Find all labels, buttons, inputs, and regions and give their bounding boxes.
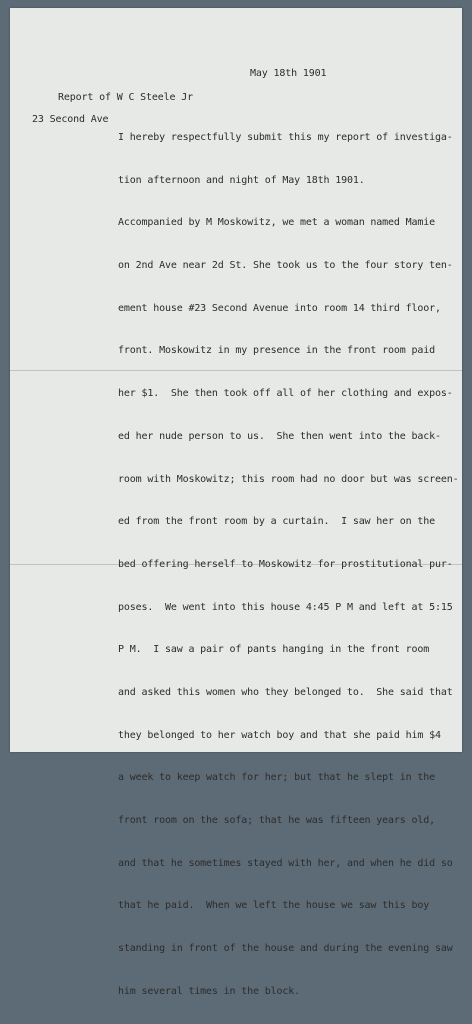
body-line: and that he sometimes stayed with her, and when he did so: [118, 857, 453, 869]
body-line: tion afternoon and night of May 18th 1901.: [118, 174, 365, 186]
body-line: front. Moskowitz in my presence in the front room paid: [118, 345, 436, 357]
body-line: they belonged to her watch boy and that she paid him $4: [118, 729, 441, 741]
body-line: room with Moskowitz; this room had no door but was screen-: [118, 473, 459, 485]
body-line: P M. I saw a pair of pants hanging in the front room: [118, 644, 430, 656]
report-body: [118, 106, 459, 1024]
body-line: her $1. She then took off all of her clothing and expos-: [118, 388, 453, 400]
body-line: I hereby respectfully submit this my report of investiga-: [118, 132, 453, 143]
body-line: ement house #23 Second Avenue into room 14 third floor,: [118, 302, 441, 314]
body-line: ed from the front room by a curtain. I saw her on the: [118, 516, 436, 528]
body-line: and asked this women who they belonged to. She said that: [118, 686, 453, 698]
body-line: on 2nd Ave near 2d St. She took us to the four story ten-: [118, 260, 453, 272]
body-line: poses. We went into this house 4:45 P M and left at 5:15: [118, 601, 453, 613]
body-line: bed offering herself to Moskowitz for prostitutional pur-: [118, 558, 453, 570]
body-line: that he paid. When we left the house we saw this boy: [118, 900, 430, 912]
report-date: May 18th 1901: [250, 68, 327, 79]
body-line: standing in front of the house and during the evening saw: [118, 943, 453, 955]
body-line: front room on the sofa; that he was fifteen years old,: [118, 815, 436, 826]
body-line: Accompanied by M Moskowitz, we met a woman named Mamie: [118, 217, 436, 229]
report-author: Report of W C Steele Jr: [58, 92, 194, 103]
document-page: [10, 8, 462, 997]
body-line: him several times in the block.: [118, 985, 300, 997]
body-line: a week to keep watch for her; but that he slept in the: [118, 772, 436, 784]
body-line: ed her nude person to us. She then went into the back-: [118, 430, 441, 442]
report-address: 23 Second Ave: [32, 114, 109, 125]
